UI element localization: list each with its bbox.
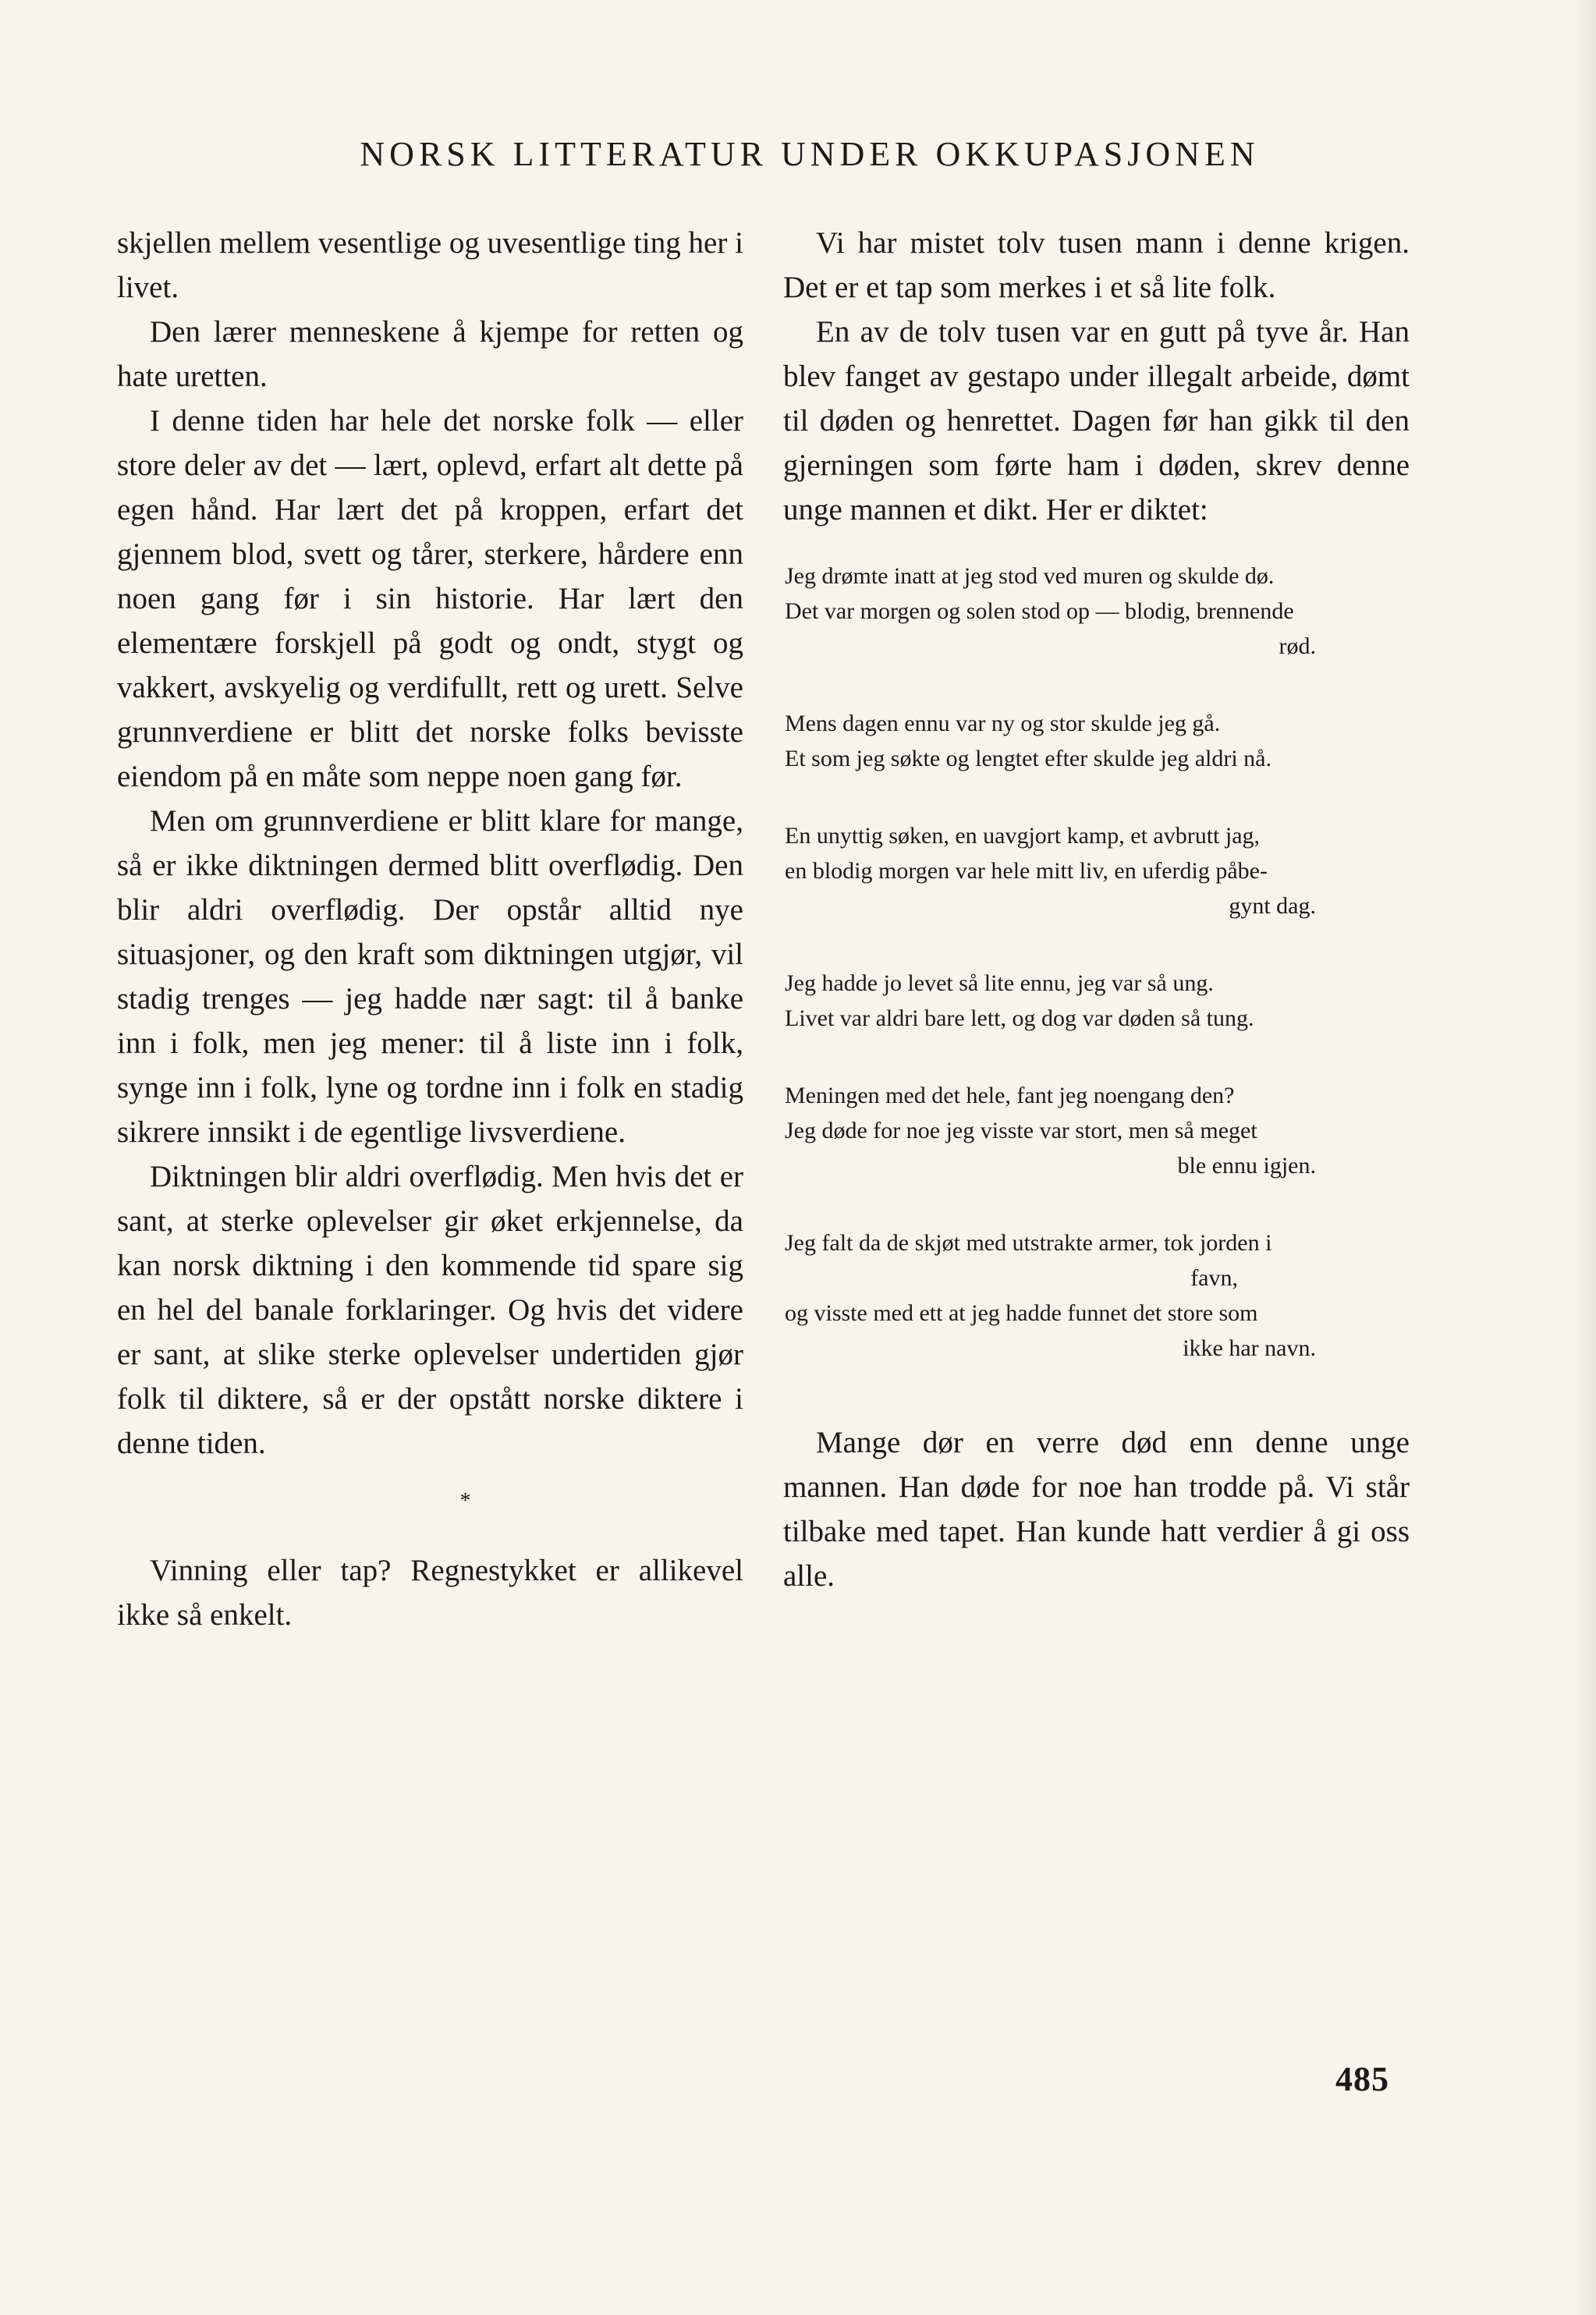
- left-column: [117, 221, 743, 1637]
- poem-line-continuation: favn,: [1190, 1265, 1238, 1291]
- poem-line: Et som jeg søkte og lengtet efter skulde jeg aldri nå.: [785, 746, 1271, 771]
- poem-stanza: [783, 706, 1410, 776]
- poem-line: en blodig morgen var hele mitt liv, en uferdig påbe-: [785, 858, 1268, 884]
- poem-stanza: [783, 1078, 1410, 1183]
- page-edge-shadow: [1574, 0, 1596, 2315]
- poem: [783, 558, 1410, 1366]
- poem-line-continuation: ble ennu igjen.: [1177, 1153, 1316, 1179]
- page-number: 485: [1335, 2060, 1389, 2098]
- right-column: [783, 221, 1410, 1598]
- poem-line-continuation: rød.: [1279, 633, 1316, 659]
- paragraph: Diktningen blir aldri overflødig. Men hvis det er sant, at sterke oplevelser gir øket erkjennelse, da kan norsk diktning i den kommende tid spare sig en hel del banale forklaringer. Og hvis det videre er sant, at slike sterke oplevelser undertiden gjør folk til diktere, så er der opstått norske diktere i denne tiden.: [117, 1160, 743, 1460]
- paragraph: I denne tiden har hele det norske folk — eller store deler av det — lært, oplevd, erfart alt dette på egen hånd. Har lært det på kroppen, erfart det gjennem blod, svett og tårer, sterkere, hårdere enn noen gang før i sin historie. Har lært den elementære forskjell på godt og ondt, stygt og vakkert, avskyelig og verdifullt, rett og urett. Selve grunnverdiene er blitt det norske folks bevisste eiendom på en måte som neppe noen gang før.: [117, 404, 743, 793]
- poem-stanza: [783, 818, 1410, 924]
- poem-line: Jeg hadde jo levet så lite ennu, jeg var så ung.: [785, 970, 1214, 996]
- running-title: NORSK LITTERATUR UNDER OKKUPASJONEN: [360, 135, 1260, 173]
- paragraph: En av de tolv tusen var en gutt på tyve år. Han blev fanget av gestapo under illegalt arbeide, dømt til døden og henrettet. Dagen før han gikk til den gjerningen som førte ham i døden, skrev denne unge mannen et dikt. Her er diktet:: [783, 315, 1410, 526]
- poem-stanza: [783, 1225, 1410, 1366]
- section-separator: *: [459, 1489, 471, 1513]
- poem-line: Jeg falt da de skjøt med utstrakte armer, tok jorden i: [785, 1230, 1272, 1256]
- paragraph: Vinning eller tap? Regnestykket er allikevel ikke så enkelt.: [117, 1554, 743, 1632]
- paragraph: Vi har mistet tolv tusen mann i denne krigen. Det er et tap som merkes i et så lite folk.: [783, 226, 1410, 304]
- poem-line: Livet var aldri bare lett, og dog var døden så tung.: [785, 1005, 1254, 1031]
- paragraph: Mange dør en verre død enn denne unge mannen. Han døde for noe han trodde på. Vi står tilbake med tapet. Han kunde hatt verdier å gi oss alle.: [783, 1426, 1410, 1593]
- poem-line: Mens dagen ennu var ny og stor skulde jeg gå.: [785, 711, 1221, 736]
- paragraph: skjellen mellem vesentlige og uvesentlige ting her i livet.: [117, 226, 743, 304]
- poem-stanza: [783, 966, 1410, 1036]
- poem-line-continuation: gynt dag.: [1229, 893, 1316, 919]
- paragraph: Men om grunnverdiene er blitt klare for mange, så er ikke diktningen dermed blitt overflødig. Den blir aldri overflødig. Der opstår alltid nye situasjoner, og den kraft som diktningen utgjør, vil stadig trenges — jeg hadde nær sagt: til å banke inn i folk, men jeg mener: til å liste inn i folk, synge inn i folk, lyne og tordne inn i folk en stadig sikrere innsikt i de egentlige livsverdiene.: [117, 804, 743, 1149]
- poem-line-continuation: ikke har navn.: [1183, 1335, 1316, 1361]
- poem-line: Det var morgen og solen stod op — blodig, brennende: [785, 598, 1294, 624]
- paragraph: Den lærer menneskene å kjempe for retten og hate uretten.: [117, 315, 743, 393]
- poem-stanza: [783, 558, 1410, 664]
- poem-line: Jeg drømte inatt at jeg stod ved muren og skulde dø.: [785, 563, 1275, 589]
- poem-line: En unyttig søken, en uavgjort kamp, et avbrutt jag,: [785, 823, 1261, 849]
- poem-line: Meningen med det hele, fant jeg noengang den?: [785, 1083, 1235, 1108]
- poem-line: Jeg døde for noe jeg visste var stort, men så meget: [785, 1118, 1257, 1143]
- poem-line: og visste med ett at jeg hadde funnet det store som: [785, 1300, 1258, 1326]
